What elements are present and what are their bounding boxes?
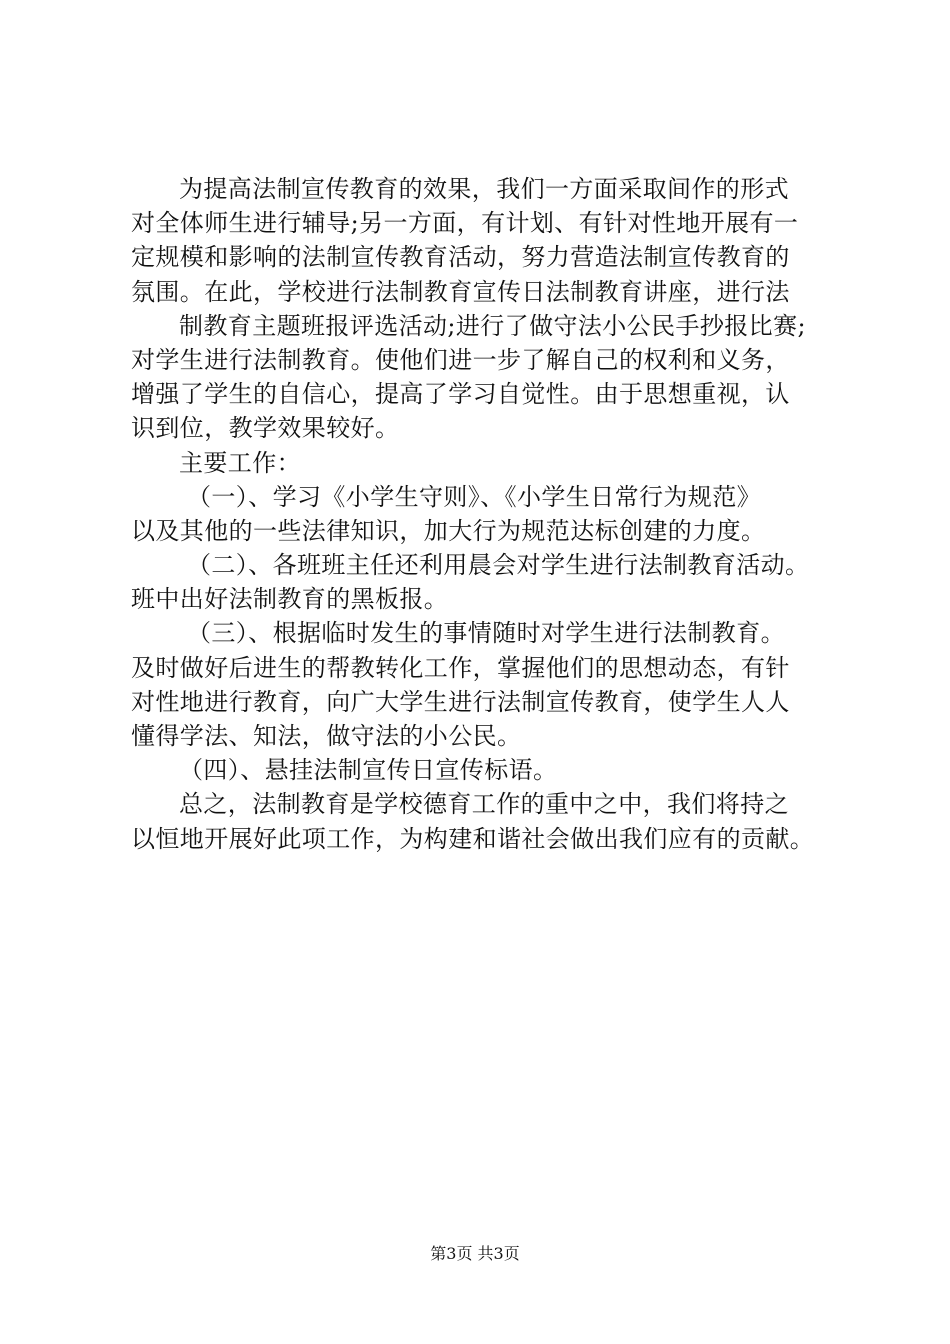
text-line: 及时做好后进生的帮教转化工作，掌握他们的思想动态，有针 (131, 653, 790, 682)
text-line: 定规模和影响的法制宣传教育活动，努力营造法制宣传教育的 (131, 243, 790, 272)
text-line: 氛围。在此，学校进行法制教育宣传日法制教育讲座，进行法 (131, 277, 790, 306)
text-line: 对性地进行教育，向广大学生进行法制宣传教育，使学生人人 (131, 687, 790, 716)
text-line: （四）、悬挂法制宣传日宣传标语。 (179, 756, 558, 785)
text-line: 以及其他的一些法律知识，加大行为规范达标创建的力度。 (131, 516, 766, 545)
text-line: 以恒地开展好此项工作，为构建和谐社会做出我们应有的贡献。 (131, 824, 815, 853)
text-line: 制教育主题班报评选活动;进行了做守法小公民手抄报比赛; (179, 311, 806, 340)
document-body (131, 172, 851, 856)
text-line: 为提高法制宣传教育的效果，我们一方面采取间作的形式 (179, 175, 789, 203)
text-line: 识到位，教学效果较好。 (131, 414, 400, 443)
text-line: 懂得学法、知法，做守法的小公民。 (131, 722, 522, 750)
text-line: 对学生进行法制教育。使他们进一步了解自己的权利和义务， (131, 345, 790, 374)
text-line: （一）、学习《小学生守则》、《小学生日常行为规范》 (187, 482, 761, 511)
text-line: 班中出好法制教育的黑板报。 (131, 585, 449, 614)
page-number-footer: 第3页 共3页 (430, 1244, 520, 1263)
text-line: （三）、根据临时发生的事情随时对学生进行法制教育。 (187, 619, 785, 648)
text-line: （二）、各班班主任还利用晨会对学生进行法制教育活动。 (187, 551, 810, 580)
text-line: 对全体师生进行辅导;另一方面，有计划、有针对性地开展有一 (131, 209, 799, 238)
text-line: 增强了学生的自信心，提高了学习自觉性。由于思想重视，认 (131, 380, 790, 409)
text-line: 总之，法制教育是学校德育工作的重中之中，我们将持之 (179, 790, 789, 819)
section-heading: 主要工作： (179, 448, 301, 477)
